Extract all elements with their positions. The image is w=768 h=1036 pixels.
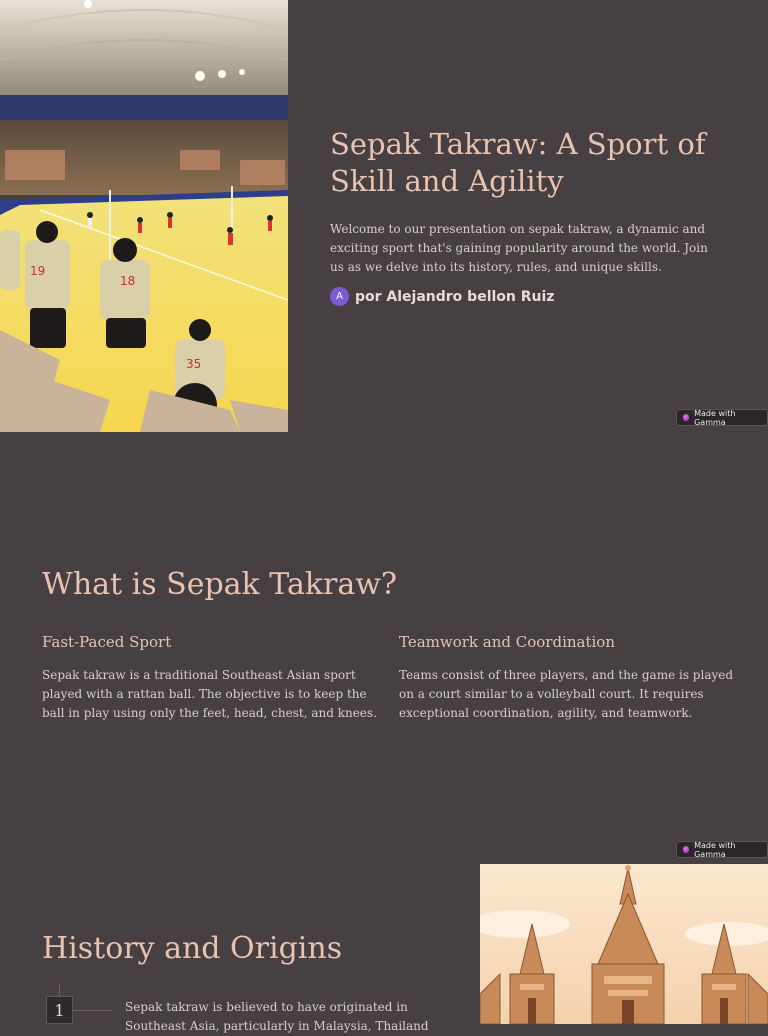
timeline-step-text: Sepak takraw is believed to have originated in Southeast Asia, particularly in Malaysia, Thailand <box>125 1000 429 1033</box>
timeline-connector <box>73 1010 113 1011</box>
gamma-logo-icon <box>683 414 689 421</box>
timeline-step-number: 1 <box>46 996 73 1024</box>
column-text-teamwork: Teams consist of three players, and the game is played on a court similar to a volleyball court. It requires exceptional coordination, agility, and teamwork. <box>399 668 734 720</box>
avatar: A <box>330 287 349 306</box>
jersey-number-19: 19 <box>30 264 46 278</box>
column-title-fast-paced: Fast-Paced Sport <box>42 633 172 651</box>
section-title-what: What is Sepak Takraw? <box>42 567 398 602</box>
intro-paragraph: Welcome to our presentation on sepak takraw, a dynamic and exciting sport that's gaining popularity around the world. Join us as we delve into its history, rules, and unique skills. <box>330 222 708 274</box>
made-with-gamma-badge[interactable] <box>676 409 768 426</box>
made-with-gamma-badge[interactable] <box>676 841 768 858</box>
temple-illustration <box>480 864 768 1024</box>
author-line <box>330 287 554 306</box>
jersey-number-18: 18 <box>120 274 136 288</box>
column-title-teamwork: Teamwork and Coordination <box>399 633 615 651</box>
section-title-history: History and Origins <box>42 931 343 966</box>
stadium-photo <box>0 0 288 432</box>
jersey-number-35: 35 <box>186 357 202 371</box>
title-slide <box>0 0 768 432</box>
badge-label: Made with Gamma <box>694 840 736 859</box>
column-text-fast-paced: Sepak takraw is a traditional Southeast Asian sport played with a rattan ball. The objective is to keep the ball in play using only the feet, head, chest, and knees. <box>42 668 377 720</box>
author-name: por Alejandro bellon Ruiz <box>355 288 555 305</box>
timeline-line <box>59 984 60 996</box>
presentation-title: Sepak Takraw: A Sport of Skill and Agility <box>330 127 706 198</box>
badge-label: Made with Gamma <box>694 408 736 427</box>
gamma-logo-icon <box>683 846 689 853</box>
